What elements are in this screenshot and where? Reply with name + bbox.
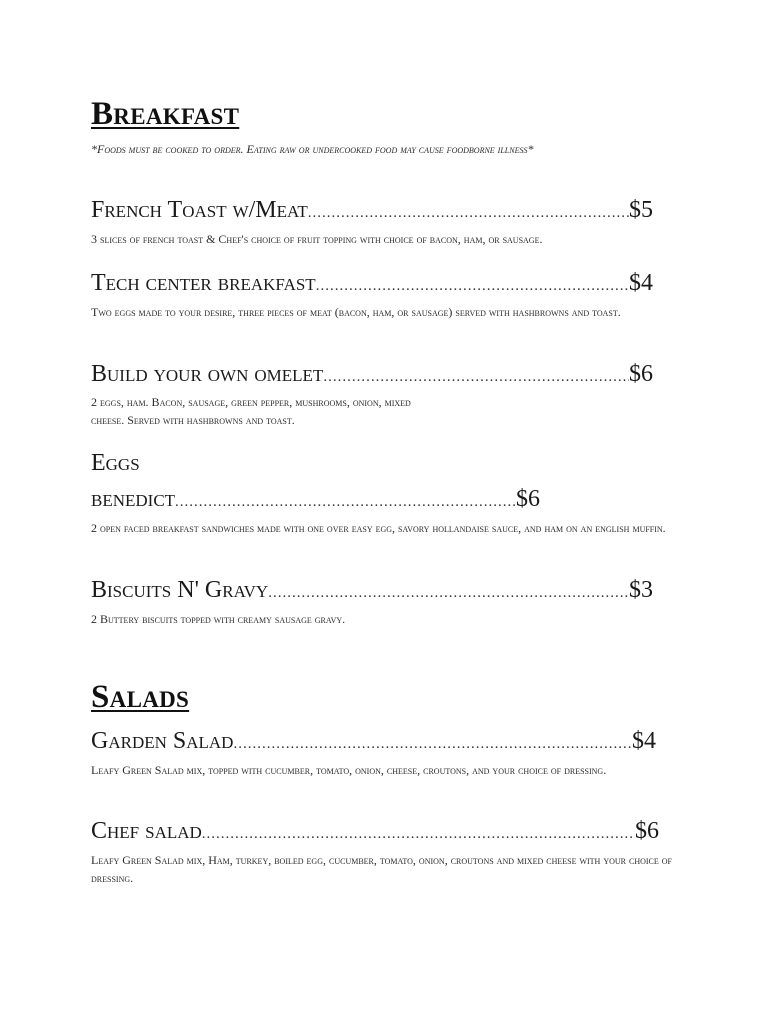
description-line: cheese. Served with hashbrowns and toast.	[91, 413, 295, 427]
item-name: Biscuits N' Gravy	[91, 577, 269, 603]
menu-item-french-toast	[91, 195, 653, 228]
dot-leader	[316, 271, 629, 301]
item-description: Leafy Green Salad mix, topped with cucumber, tomato, onion, cheese, croutons, and your choice of dressing.	[91, 763, 607, 777]
item-description: Two eggs made to your desire, three pieces of meat (bacon, ham, or sausage) served with hashbrowns and toast.	[91, 305, 621, 319]
breakfast-heading: Breakfast	[91, 96, 240, 132]
dot-leader	[308, 198, 629, 228]
dot-leader	[268, 578, 629, 608]
item-description: 2 open faced breakfast sandwiches made with one over easy egg, savory hollandaise sauce, and ham on an english muffin.	[91, 521, 666, 535]
item-description	[91, 393, 651, 429]
item-name: Build your own omelet	[91, 361, 324, 387]
dot-leader	[233, 729, 632, 759]
item-name: Chef salad	[91, 818, 202, 844]
item-description: 2 Buttery biscuits topped with creamy sausage gravy.	[91, 612, 346, 626]
menu-item-garden-salad	[91, 726, 656, 759]
item-price: $6	[516, 486, 540, 512]
dot-leader	[323, 362, 629, 392]
item-description: 3 slices of french toast & Chef's choice of fruit topping with choice of bacon, ham, or sausage.	[91, 232, 543, 246]
menu-item-tech-center-breakfast	[91, 268, 653, 301]
description-line: 2 eggs, ham. Bacon, sausage, green pepper, mushrooms, onion, mixed	[91, 395, 411, 409]
item-price: $6	[629, 361, 653, 387]
item-description: Leafy Green Salad mix, Ham, turkey, boiled egg, cucumber, tomato, onion, croutons and mixed cheese with your choice of dressing.	[91, 853, 672, 885]
item-name: French Toast w/Meat	[91, 197, 308, 223]
item-price: $4	[632, 728, 656, 754]
item-name: Tech center breakfast	[91, 270, 316, 296]
item-price: $6	[635, 818, 659, 844]
item-price: $4	[629, 270, 653, 296]
dot-leader	[202, 819, 635, 849]
dot-leader	[175, 487, 516, 517]
menu-item-chef-salad	[91, 816, 659, 849]
item-name: Garden Salad	[91, 728, 234, 754]
menu-item-eggs-benedict	[91, 484, 540, 517]
item-name: Eggs	[91, 450, 140, 476]
item-price: $5	[629, 197, 653, 223]
menu-item-omelet	[91, 359, 653, 392]
food-safety-notice: *Foods must be cooked to order. Eating raw or undercooked food may cause foodborne illness*	[91, 142, 534, 156]
salads-heading: Salads	[91, 679, 190, 715]
menu-item-biscuits-gravy	[91, 575, 653, 608]
item-price: $3	[629, 577, 653, 603]
item-name: benedict	[91, 486, 176, 512]
